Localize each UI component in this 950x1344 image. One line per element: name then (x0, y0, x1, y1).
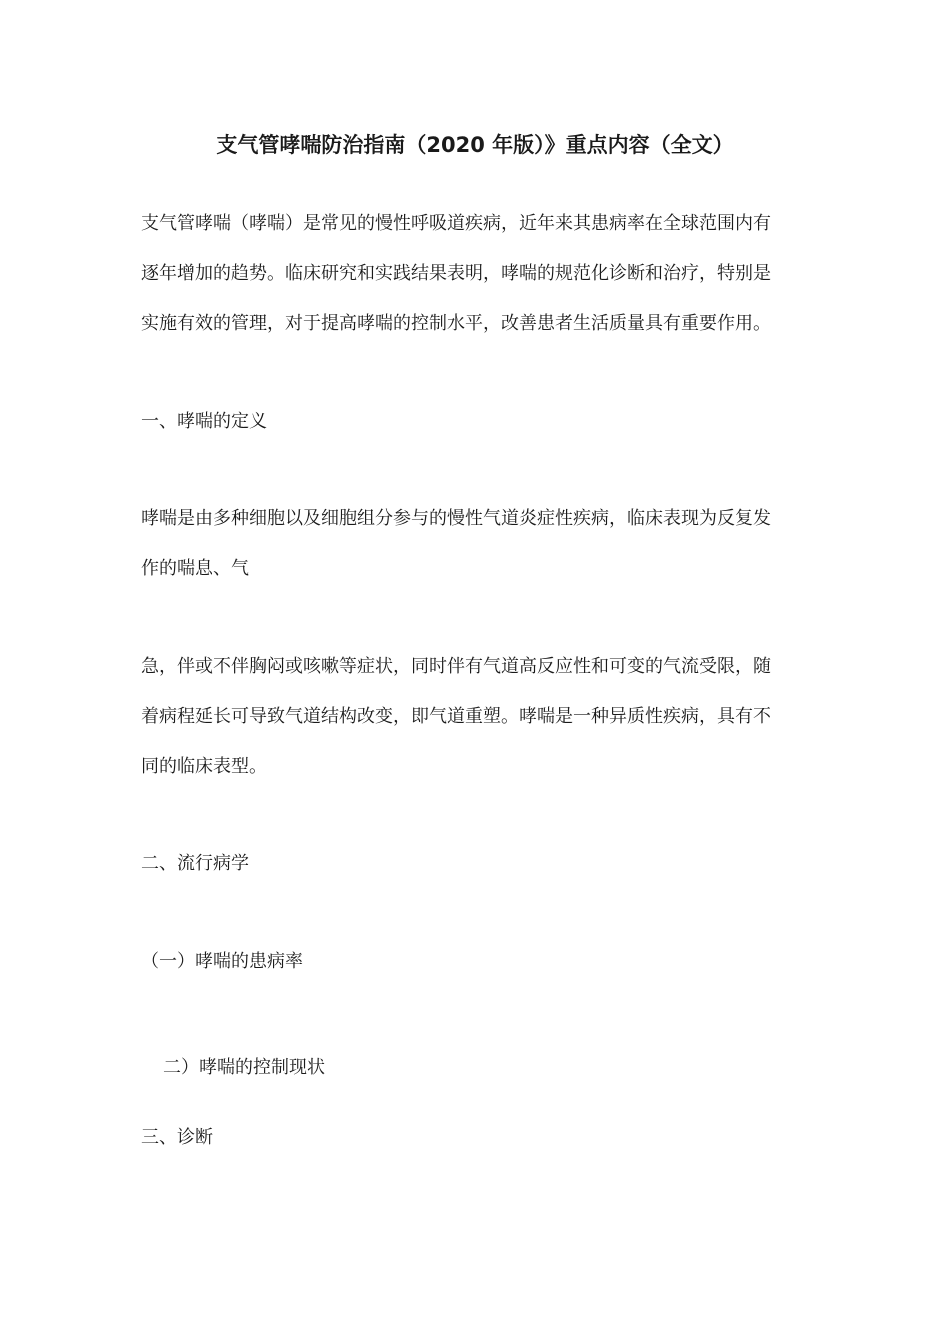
definition-line: 同的临床表型。 (141, 756, 267, 777)
section-heading-diagnosis: 三、诊断 (141, 1127, 213, 1148)
definition-line: 急，伴或不伴胸闷或咳嗽等症状，同时伴有气道高反应性和可变的气流受限，随 (141, 656, 771, 677)
intro-line: 逐年增加的趋势。临床研究和实践结果表明，哮喘的规范化诊断和治疗，特别是 (141, 263, 771, 284)
document-title: 支气管哮喘防治指南（2020 年版）》重点内容（全文） (216, 133, 734, 158)
definition-paragraph-1 (141, 494, 821, 594)
intro-line: 支气管哮喘（哮喘）是常见的慢性呼吸道疾病，近年来其患病率在全球范围内有 (141, 213, 771, 234)
section-heading-definition: 一、哮喘的定义 (141, 411, 267, 432)
definition-paragraph-2 (141, 642, 821, 792)
definition-line: 作的喘息、气 (141, 558, 249, 579)
subsection-heading-prevalence: （一）哮喘的患病率 (141, 951, 303, 972)
intro-line: 实施有效的管理，对于提高哮喘的控制水平，改善患者生活质量具有重要作用。 (141, 313, 771, 334)
definition-line: 着病程延长可导致气道结构改变，即气道重塑。哮喘是一种异质性疾病，具有不 (141, 706, 771, 727)
intro-paragraph (141, 199, 821, 349)
section-heading-epidemiology: 二、流行病学 (141, 853, 249, 874)
definition-line: 哮喘是由多种细胞以及细胞组分参与的慢性气道炎症性疾病，临床表现为反复发 (141, 508, 771, 529)
subsection-heading-control-status: 二）哮喘的控制现状 (163, 1057, 325, 1078)
